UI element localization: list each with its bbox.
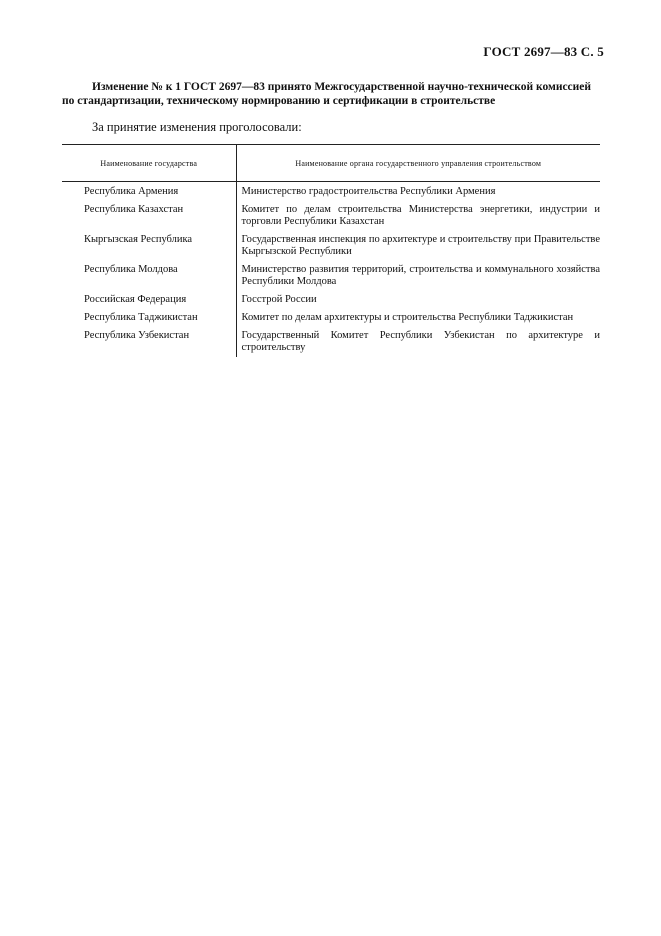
amendment-title: Изменение № к 1 ГОСТ 2697—83 принято Межгосударственной научно-технической комиссией по стандартизации, техническому нормированию и сертификации в строительстве — [62, 81, 592, 107]
row-country: Республика Казахстан — [62, 201, 236, 231]
table-header-row — [62, 145, 600, 182]
table-row — [62, 291, 600, 309]
row-organ: Государственный Комитет Республики Узбекистан по архитектуре и строительству — [241, 330, 600, 353]
header-country: Наименование государства — [62, 145, 236, 182]
row-country: Республика Молдова — [62, 261, 236, 291]
table-row — [62, 182, 600, 202]
voting-table — [62, 144, 600, 357]
row-country: Республика Таджикистан — [62, 309, 236, 327]
row-country: Республика Узбекистан — [62, 327, 236, 357]
row-country: Российская Федерация — [62, 291, 236, 309]
row-organ: Комитет по делам архитектуры и строительства Республики Таджикистан — [241, 312, 574, 323]
row-country: Республика Армения — [62, 182, 236, 202]
table-row — [62, 261, 600, 291]
row-country: Кыргызская Республика — [62, 231, 236, 261]
row-organ: Министерство градостроительства Республики Армения — [241, 186, 496, 197]
page-header: ГОСТ 2697—83 С. 5 — [483, 44, 604, 59]
table-row — [62, 327, 600, 357]
vote-label: За принятие изменения проголосовали: — [92, 120, 302, 134]
table-row — [62, 231, 600, 261]
row-organ: Государственная инспекция по архитектуре и строительству при Правительстве Кыргызской Республики — [241, 234, 600, 257]
row-organ: Госстрой России — [241, 294, 317, 305]
voting-table-grid — [62, 144, 600, 357]
header-organ: Наименование органа государственного управления строительством — [236, 145, 600, 182]
table-row — [62, 309, 600, 327]
row-organ: Министерство развития территорий, строительства и коммунального хозяйства Республики Молдова — [241, 264, 600, 287]
row-organ: Комитет по делам строительства Министерства энергетики, индустрии и торговли Республики Казахстан — [241, 204, 600, 227]
table-row — [62, 201, 600, 231]
